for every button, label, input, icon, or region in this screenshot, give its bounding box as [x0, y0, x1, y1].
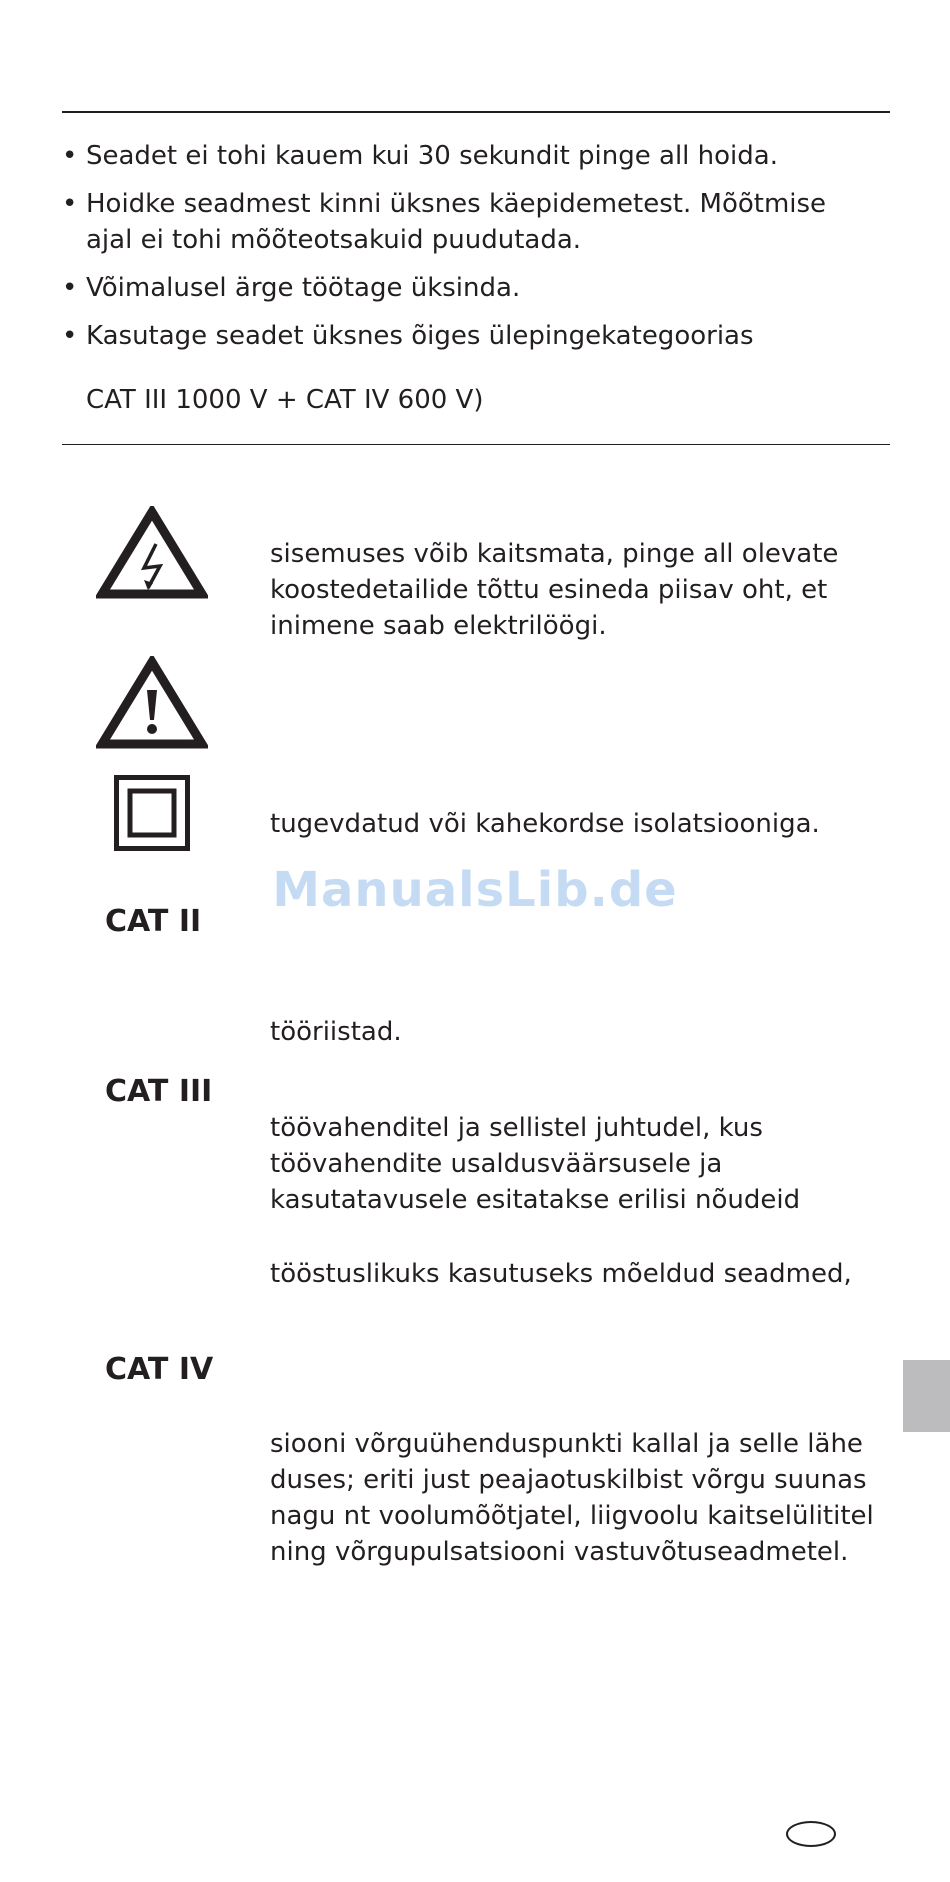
- language-oval-badge: [786, 1821, 836, 1847]
- list-item: • Seadet ei tohi kauem kui 30 sekundit pinge all hoida.: [62, 141, 778, 171]
- cat-iv-label: CAT IV: [105, 1352, 214, 1387]
- cat-iii-description: töövahenditel ja sellistel juhtudel, kus töövahendite usaldusväärsusele ja kasutatavusele esitatakse erilisi nõudeid: [270, 1113, 801, 1215]
- high-voltage-description: sisemuses võib kaitsmata, pinge all olevate koostedetailide tõttu esineda piisav oht, et inimene saab elektrilöögi.: [270, 539, 839, 641]
- overvoltage-category-line: CAT III 1000 V + CAT IV 600 V): [86, 385, 484, 415]
- watermark: ManualsLib.de: [272, 862, 678, 918]
- list-item: • Hoidke seadmest kinni üksnes käepidemetest. Mõõtmise ajal ei tohi mõõteotsakuid puudutada.: [62, 189, 827, 255]
- cat-ii-label: CAT II: [105, 904, 202, 939]
- section-tab-marker: [903, 1360, 950, 1432]
- cat-ii-description: tööriistad.: [270, 1017, 402, 1047]
- cat-iii-description-2: tööstuslikuks kasutuseks mõeldud seadmed,: [270, 1259, 852, 1289]
- cat-iv-description: siooni võrguühenduspunkti kallal ja selle lähe duses; eriti just peajaotuskilbist võrgu suunas nagu nt voolumõõtjatel, liigvoolu kaitselülititel ning võrgupulsatsiooni vastuvõtuseadmetel.: [270, 1429, 874, 1567]
- cat-iii-label: CAT III: [105, 1074, 213, 1109]
- double-insulation-icon: [114, 775, 190, 851]
- list-item: • Kasutage seadet üksnes õiges ülepingekategoorias: [62, 321, 754, 351]
- high-voltage-warning-icon: [96, 506, 208, 600]
- section-rule: [62, 444, 890, 445]
- double-insulation-description: tugevdatud või kahekordse isolatsiooniga.: [270, 809, 820, 839]
- caution-warning-icon: [96, 656, 208, 750]
- top-rule: [62, 111, 890, 113]
- safety-bullet-list: [62, 138, 890, 366]
- list-item: • Võimalusel ärge töötage üksinda.: [62, 273, 521, 303]
